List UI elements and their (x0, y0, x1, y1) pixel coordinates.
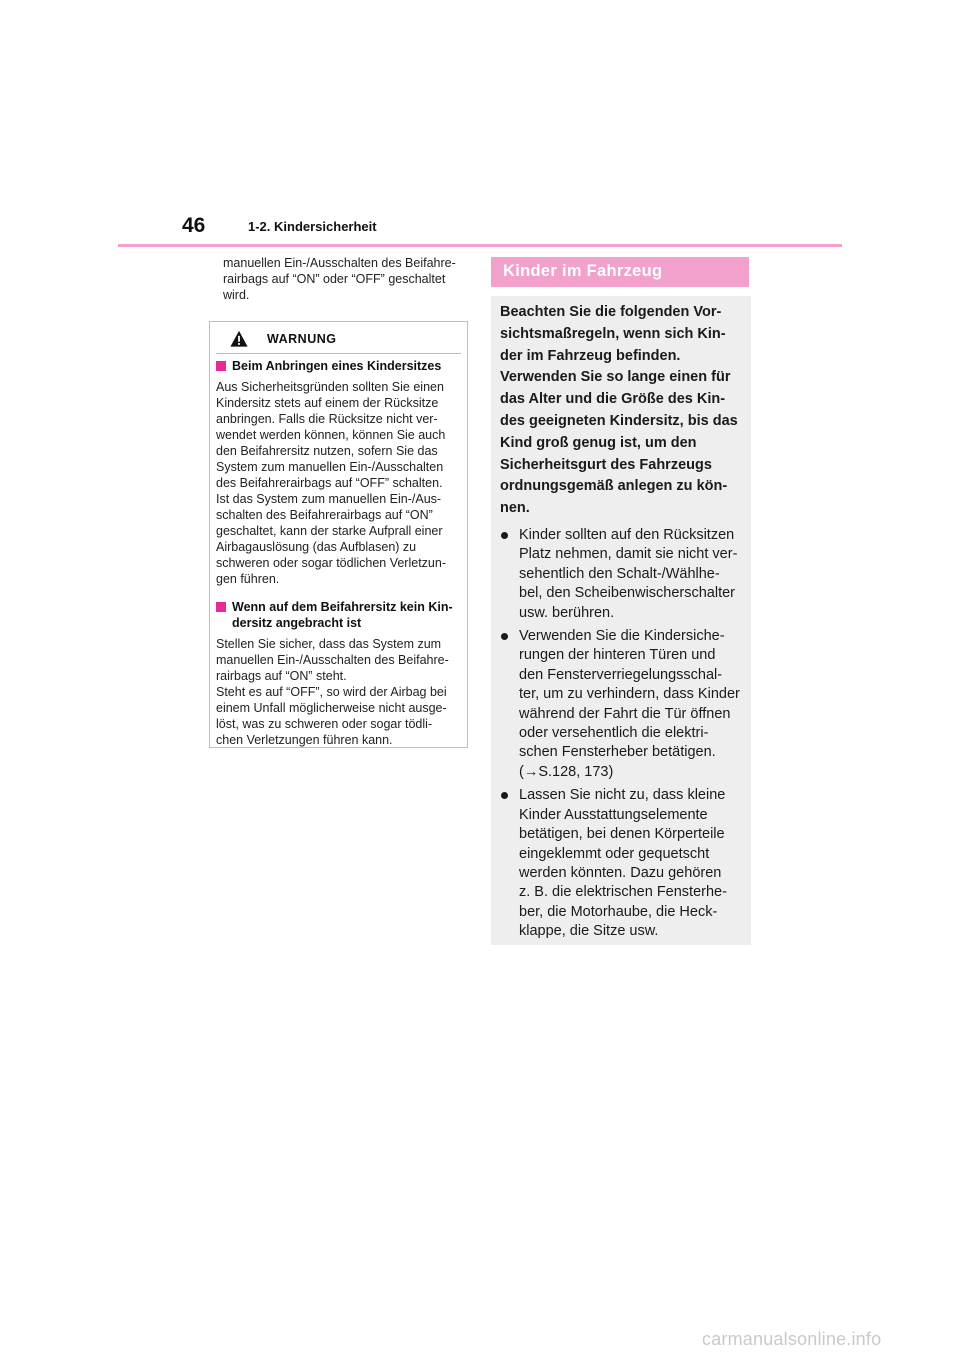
bullet-dot-icon (501, 532, 508, 539)
list-item-text: Kinder sollten auf den Rücksitzen Platz nehmen, damit sie nicht ver- sehentlich den Schalt-/Wählhe- bel, den Scheibenwischerschalter usw. berühren. (519, 527, 738, 621)
section-title: Kinder im Fahrzeug (503, 262, 663, 280)
list-item-text: Verwenden Sie die Kindersiche- rungen der hinteren Türen und den Fensterverriegelungsschal- ter, um zu verhindern, dass Kinder während der Fahrt die Tür öffnen oder versehentlich die elektri- schen Fensterheber betätigen. (→S.128, 173) (519, 628, 740, 780)
warning-body (216, 358, 461, 760)
panel-intro (500, 302, 745, 520)
panel-intro-text: Beachten Sie die folgenden Vor- sichtsmaßregeln, wenn sich Kin- der im Fahrzeug befinden. Verwenden Sie so lange einen für das Alter und die Größe des Kin- des geeigneten Kindersitz, bis das Kind groß genug ist, um den Sicherheitsgurt des Fahrzeugs ordnungsgemäß anlegen zu kön- nen. (500, 304, 738, 517)
warning-item-body: Aus Sicherheitsgründen sollten Sie einen Kindersitz stets auf einem der Rücksitze anbringen. Falls die Rücksitze nicht ver- wendet werden können, können Sie auch den Beifahrersitz nutzen, sofern Sie das System zum manuellen Ein-/Ausschalten des Beifahrerairbags auf “OFF” schalten. Ist das System zum manuellen Ein-/Aus- schalten des Beifahrerairbags auf “ON” geschaltet, kann der starke Aufprall einer Airbagauslösung (das Aufblasen) zu schweren oder sogar tödlichen Verletzun- gen führen. (216, 380, 446, 586)
warning-header (210, 322, 467, 352)
list-item (499, 627, 749, 782)
bullet-dot-icon (501, 633, 508, 640)
bullet-dot-icon (501, 792, 508, 799)
bullet-list (499, 526, 749, 946)
list-item (499, 526, 749, 623)
warning-item-heading-text: Beim Anbringen eines Kindersitzes (232, 359, 442, 373)
section-label: 1-2. Kindersicherheit (248, 219, 377, 234)
warning-item-body: Stellen Sie sicher, dass das System zum manuellen Ein-/Ausschalten des Beifahre- rairbags auf “ON” steht. Steht es auf “OFF”, so wird der Airbag bei einem Unfall möglicherweise nicht ausge- löst, was zu schweren oder sogar tödli- chen Verletzungen führen kann. (216, 637, 449, 747)
section-title-banner (491, 257, 749, 287)
warning-triangle-icon (230, 330, 248, 348)
intro-paragraph (223, 255, 471, 303)
square-bullet-icon (216, 602, 226, 612)
warning-box (209, 321, 468, 748)
warning-item-heading (216, 599, 461, 631)
square-bullet-icon (216, 361, 226, 371)
warning-title: WARNUNG (267, 332, 337, 346)
info-panel (491, 296, 751, 945)
list-item (499, 786, 749, 941)
footer-watermark: carmanualsonline.info (702, 1329, 882, 1349)
warning-divider (216, 353, 461, 354)
intro-text: manuellen Ein-/Ausschalten des Beifahre- rairbags auf “ON” oder “OFF” geschaltet wird. (223, 256, 456, 302)
page-number: 46 (182, 214, 206, 237)
warning-item-heading (216, 358, 461, 374)
warning-item-heading-text: Wenn auf dem Beifahrersitz kein Kin- dersitz angebracht ist (232, 600, 453, 630)
list-item-text: Lassen Sie nicht zu, dass kleine Kinder Ausstattungselemente betätigen, bei denen Körperteile eingeklemmt oder gequetscht werden könnten. Dazu gehören z. B. die elektrischen Fensterhe- ber, die Motorhaube, die Heck- klappe, die Sitze usw. (519, 787, 727, 940)
header-divider (118, 244, 842, 247)
